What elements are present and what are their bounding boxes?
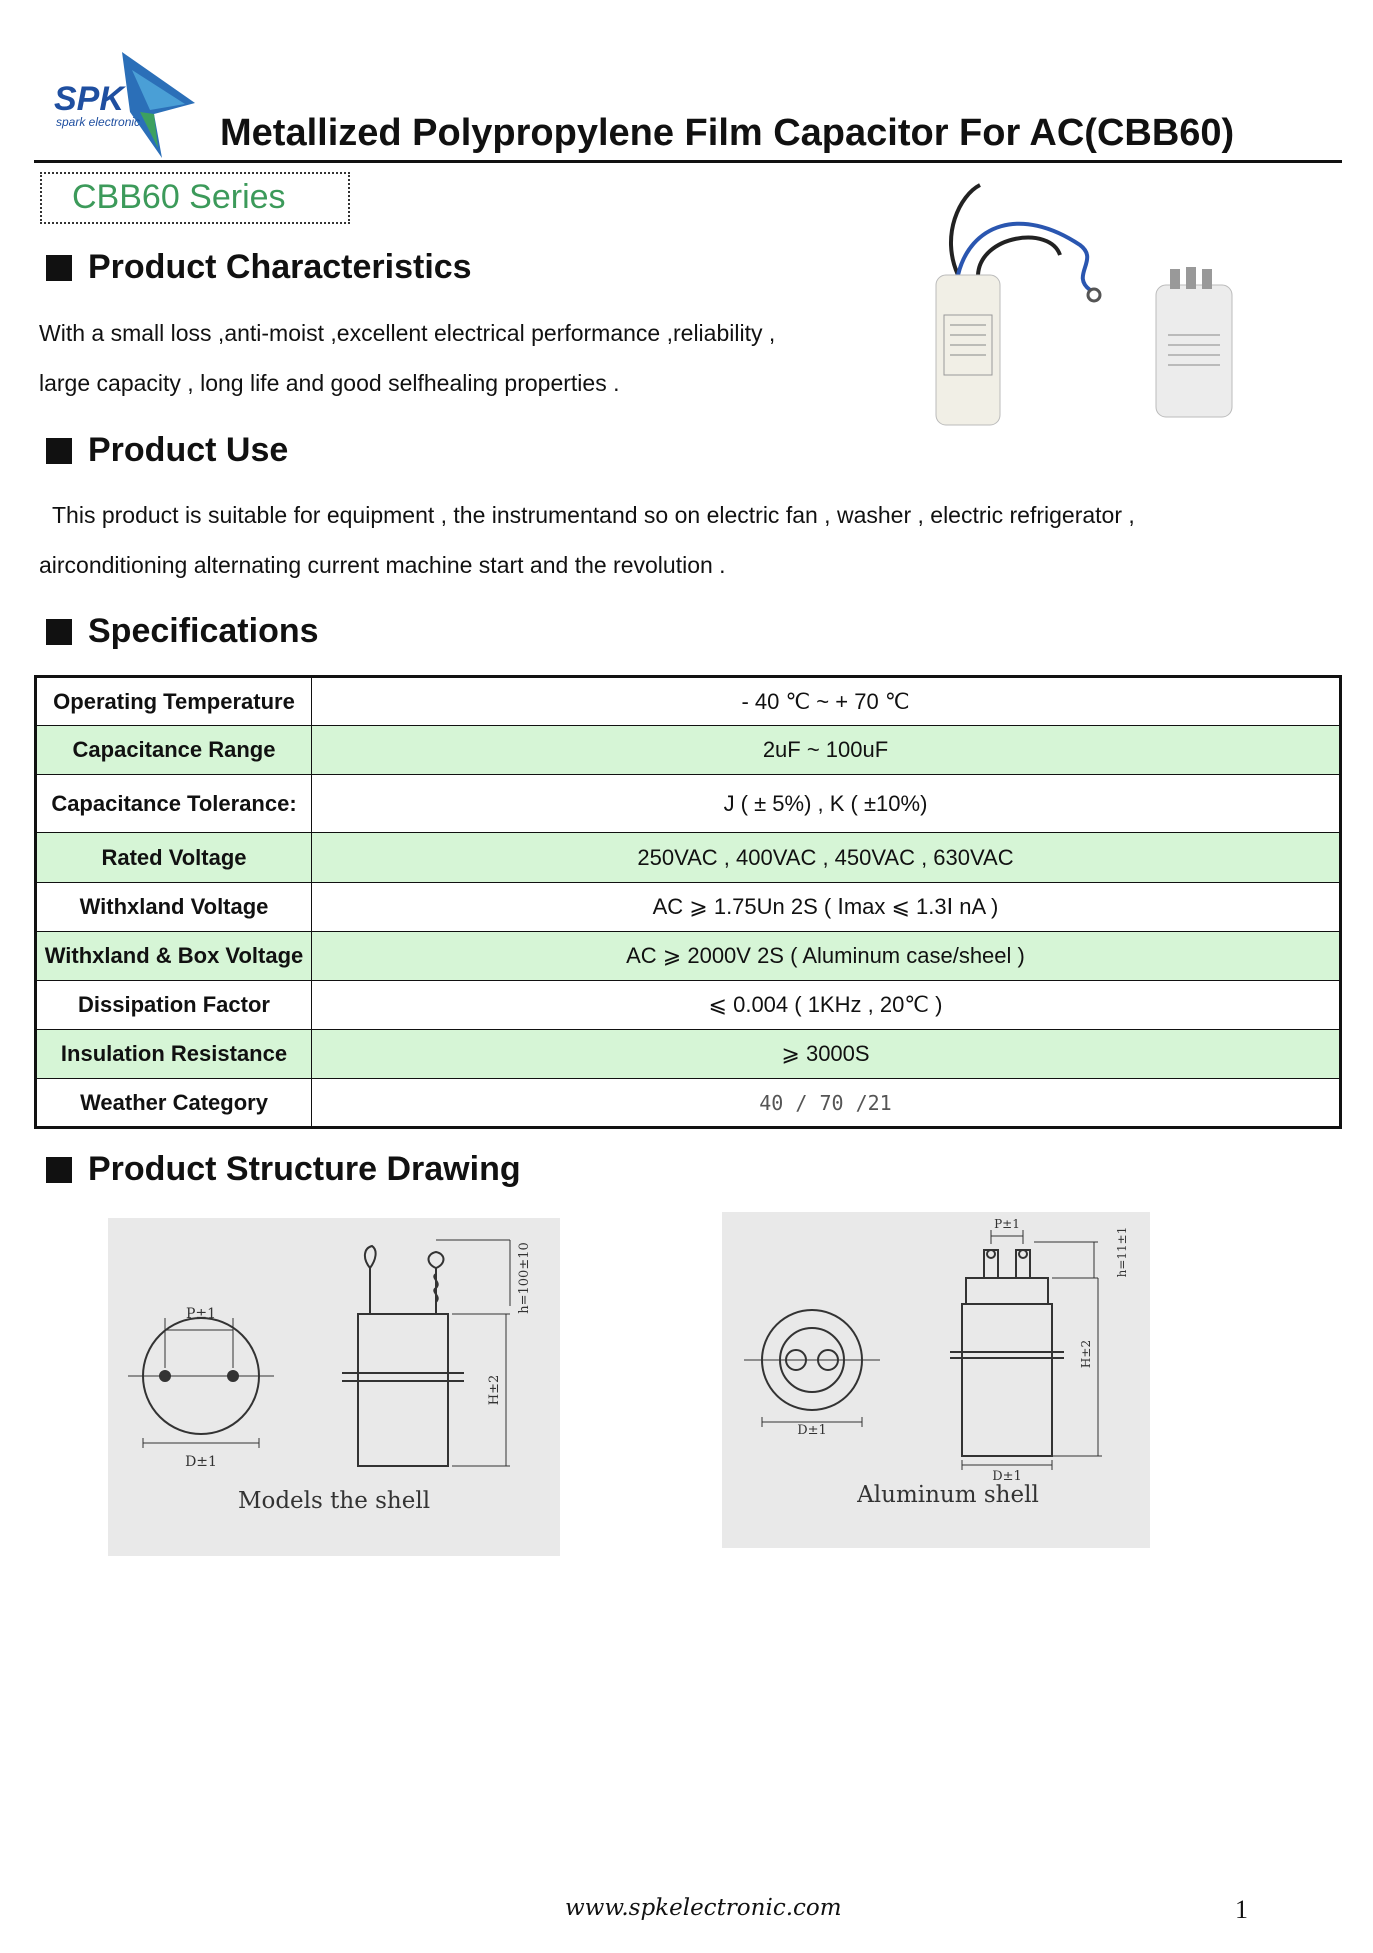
spec-label: Dissipation Factor bbox=[36, 981, 312, 1030]
spec-value: ⩽ 0.004 ( 1KHz , 20℃ ) bbox=[312, 981, 1341, 1030]
spec-label: Withxland Voltage bbox=[36, 883, 312, 932]
spec-label: Capacitance Tolerance: bbox=[36, 775, 312, 833]
p-dimension-label: P±1 bbox=[185, 1306, 217, 1322]
spec-value: 250VAC , 400VAC , 450VAC , 630VAC bbox=[312, 833, 1341, 883]
use-line-1: This product is suitable for equipment , the instrumentand so on electric fan , washer , electric refrigerator , bbox=[52, 502, 1135, 528]
use-heading-text: Product Use bbox=[88, 431, 289, 469]
square-bullet-icon bbox=[46, 438, 72, 464]
spec-label: Insulation Resistance bbox=[36, 1030, 312, 1079]
use-line-2: airconditioning alternating current machine start and the revolution . bbox=[39, 552, 726, 578]
square-bullet-icon bbox=[46, 1157, 72, 1183]
table-row bbox=[36, 833, 1341, 883]
table-row bbox=[36, 1079, 1341, 1128]
lead-length-label: h=100±10 bbox=[517, 1242, 532, 1314]
table-row bbox=[36, 677, 1341, 726]
characteristics-line-1: With a small loss ,anti-moist ,excellent electrical performance ,reliability , bbox=[39, 320, 776, 346]
logo-text: SPK bbox=[54, 80, 124, 118]
spec-value: - 40 ℃ ~ + 70 ℃ bbox=[312, 677, 1341, 726]
d-dimension-label-top: D±1 bbox=[797, 1423, 827, 1438]
lead-length-label: h=11±1 bbox=[1115, 1226, 1129, 1278]
p-dimension-label: P±1 bbox=[994, 1217, 1020, 1231]
characteristics-heading-text: Product Characteristics bbox=[88, 248, 472, 286]
use-heading bbox=[46, 431, 288, 470]
table-row bbox=[36, 883, 1341, 932]
spec-label: Capacitance Range bbox=[36, 726, 312, 775]
table-row bbox=[36, 932, 1341, 981]
spec-label: Withxland & Box Voltage bbox=[36, 932, 312, 981]
series-label: CBB60 Series bbox=[72, 178, 286, 216]
spec-value: 40 / 70 /21 bbox=[312, 1079, 1341, 1128]
title-rule bbox=[34, 160, 1342, 163]
page-number: 1 bbox=[1235, 1895, 1248, 1924]
plastic-shell-drawing bbox=[108, 1218, 560, 1556]
spec-value: ⩾ 3000S bbox=[312, 1030, 1341, 1079]
square-bullet-icon bbox=[46, 255, 72, 281]
structure-heading bbox=[46, 1150, 521, 1189]
d-dimension-label: D±1 bbox=[185, 1454, 217, 1470]
table-row bbox=[36, 775, 1341, 833]
drawing-caption: Aluminum shell bbox=[857, 1482, 1039, 1508]
structure-heading-text: Product Structure Drawing bbox=[88, 1150, 521, 1188]
spec-label: Rated Voltage bbox=[36, 833, 312, 883]
spk-logo bbox=[50, 48, 200, 160]
specifications-heading bbox=[46, 612, 319, 651]
d-dimension-label: D±1 bbox=[992, 1469, 1022, 1484]
logo-subtext: spark electronic bbox=[56, 115, 141, 129]
table-row bbox=[36, 1030, 1341, 1079]
specifications-table bbox=[34, 675, 1342, 1129]
specifications-heading-text: Specifications bbox=[88, 612, 319, 650]
table-row bbox=[36, 981, 1341, 1030]
table-row bbox=[36, 726, 1341, 775]
product-photo bbox=[900, 175, 1280, 445]
square-bullet-icon bbox=[46, 619, 72, 645]
characteristics-line-2: large capacity , long life and good selfhealing properties . bbox=[39, 370, 620, 396]
footer-url[interactable]: www.spkelectronic.com bbox=[565, 1895, 842, 1921]
spec-label: Operating Temperature bbox=[36, 677, 312, 726]
document-title: Metallized Polypropylene Film Capacitor For AC(CBB60) bbox=[220, 112, 1235, 154]
h-dimension-label: H±2 bbox=[1079, 1339, 1093, 1369]
drawing-caption: Models the shell bbox=[237, 1488, 431, 1514]
spec-value: AC ⩾ 2000V 2S ( Aluminum case/sheel ) bbox=[312, 932, 1341, 981]
spec-value: 2uF ~ 100uF bbox=[312, 726, 1341, 775]
spec-value: AC ⩾ 1.75Un 2S ( Ⅰmax ⩽ 1.3Ⅰ nA ) bbox=[312, 883, 1341, 932]
aluminum-shell-drawing bbox=[722, 1212, 1150, 1548]
spec-value: J ( ± 5%) , K ( ±10%) bbox=[312, 775, 1341, 833]
characteristics-heading bbox=[46, 248, 472, 287]
h-dimension-label: H±2 bbox=[487, 1374, 502, 1406]
spec-label: Weather Category bbox=[36, 1079, 312, 1128]
